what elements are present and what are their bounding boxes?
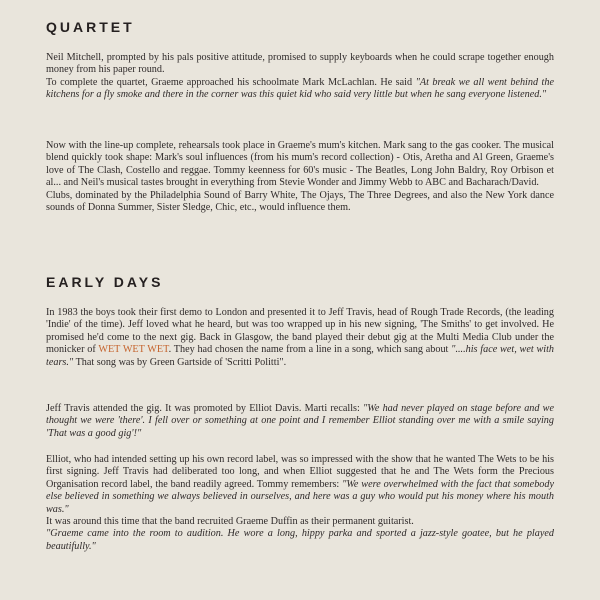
early-days-paragraph-2 <box>46 403 554 440</box>
early-days-p2-text: Jeff Travis attended the gig. It was promoted by Elliot Davis. Marti recalls: <box>46 403 364 414</box>
early-days-text <box>46 307 554 369</box>
early-days-heading: EARLY DAYS <box>46 274 164 290</box>
quartet-quote-mark: "At break we all went behind the kitchens for a fly smoke and there in the corner was this quiet kid who said very little but when he sang everyone listened." <box>46 76 554 101</box>
early-days-tommy-quote: "We were overwhelmed with the fact that somebody else believed in something we always believed in ourselves, and here was a guy who would put his money where his mouth was." <box>46 478 554 515</box>
early-days-text-3 <box>46 454 554 553</box>
quartet-paragraph-2 <box>46 77 554 102</box>
quartet-paragraph-3: Now with the line-up complete, rehearsals took place in Graeme's mum's kitchen. Mark sang to the gas cooker. The musical blend quickly took shape: Mark's soul influences (from his mum's record collection) - Otis, Aretha and Al Green, Graeme's love of The Clash, Costello and reggae. Tommy keenness for 60's music - The Beatles, Long John Baldry, Roy Orbison et al... and Neil's musical tastes brought in everything from Stevie Wonder and Jimmy Webb to ABC and Bacharach/David. <box>46 140 554 189</box>
early-days-duffin-quote: "Graeme came into the room to audition. He wore a long, hippy parka and sported a jazz-style goatee, but he played beautifully." <box>46 528 554 552</box>
early-days-paragraph-3 <box>46 454 554 516</box>
early-days-p1-text-c: That song was by Green Gartside of 'Scritti Politti". <box>73 356 287 368</box>
band-name: WET WET WET <box>98 344 169 356</box>
quartet-heading: QUARTET <box>46 19 135 35</box>
early-days-p1-text-b: . They had chosen the name from a line in a song, which sang about <box>168 344 452 356</box>
quartet-paragraph-2-text: To complete the quartet, Graeme approached his schoolmate Mark McLachlan. He said <box>46 76 416 88</box>
early-days-p3-text: Elliot, who had intended setting up his own record label, was so impressed with the show that he wanted The Wets to be his first signing. Jeff Travis had deliberated too long, and when Elliot suggested that he and The Wets form the Precious Organisation record label, the band readily agreed. Tommy remembers: <box>46 454 554 490</box>
early-days-p1-quote: "....his face wet, wet with tears." <box>46 344 555 368</box>
early-days-paragraph-1 <box>46 307 554 369</box>
quartet-paragraph-4: Clubs, dominated by the Philadelphia Sound of Barry White, The Ojays, The Three Degrees, and also the New York dance sounds of Donna Summer, Sister Sledge, Chic, etc., would influence them. <box>46 189 554 214</box>
early-days-paragraph-4: It was around this time that the band recruited Graeme Duffin as their permanent guitarist. <box>46 516 414 528</box>
early-days-p1-text-a: In 1983 the boys took their first demo to London and presented it to Jeff Travis, head of Rough Trade Records, (the leading 'Indie' of the time). Jeff loved what he heard, but was too wrapped up in his new signing, 'The Smiths' to get involved. He promised he'd come to the next gig. Back in Glasgow, the band played their debut gig at the Multi Media Club under the monicker of <box>46 307 554 356</box>
early-days-marti-quote: "We had never played on stage before and we thought we were 'there'. I fell over or something at one point and I remember Elliot standing over me with a smile saying 'That was a good gig'!" <box>46 403 554 439</box>
quartet-text-2 <box>46 140 554 214</box>
quartet-paragraph-1: Neil Mitchell, prompted by his pals positive attitude, promised to supply keyboards when he could scrape together enough money from his paper round. <box>46 52 554 76</box>
early-days-text-2 <box>46 403 554 440</box>
quartet-text <box>46 52 554 102</box>
